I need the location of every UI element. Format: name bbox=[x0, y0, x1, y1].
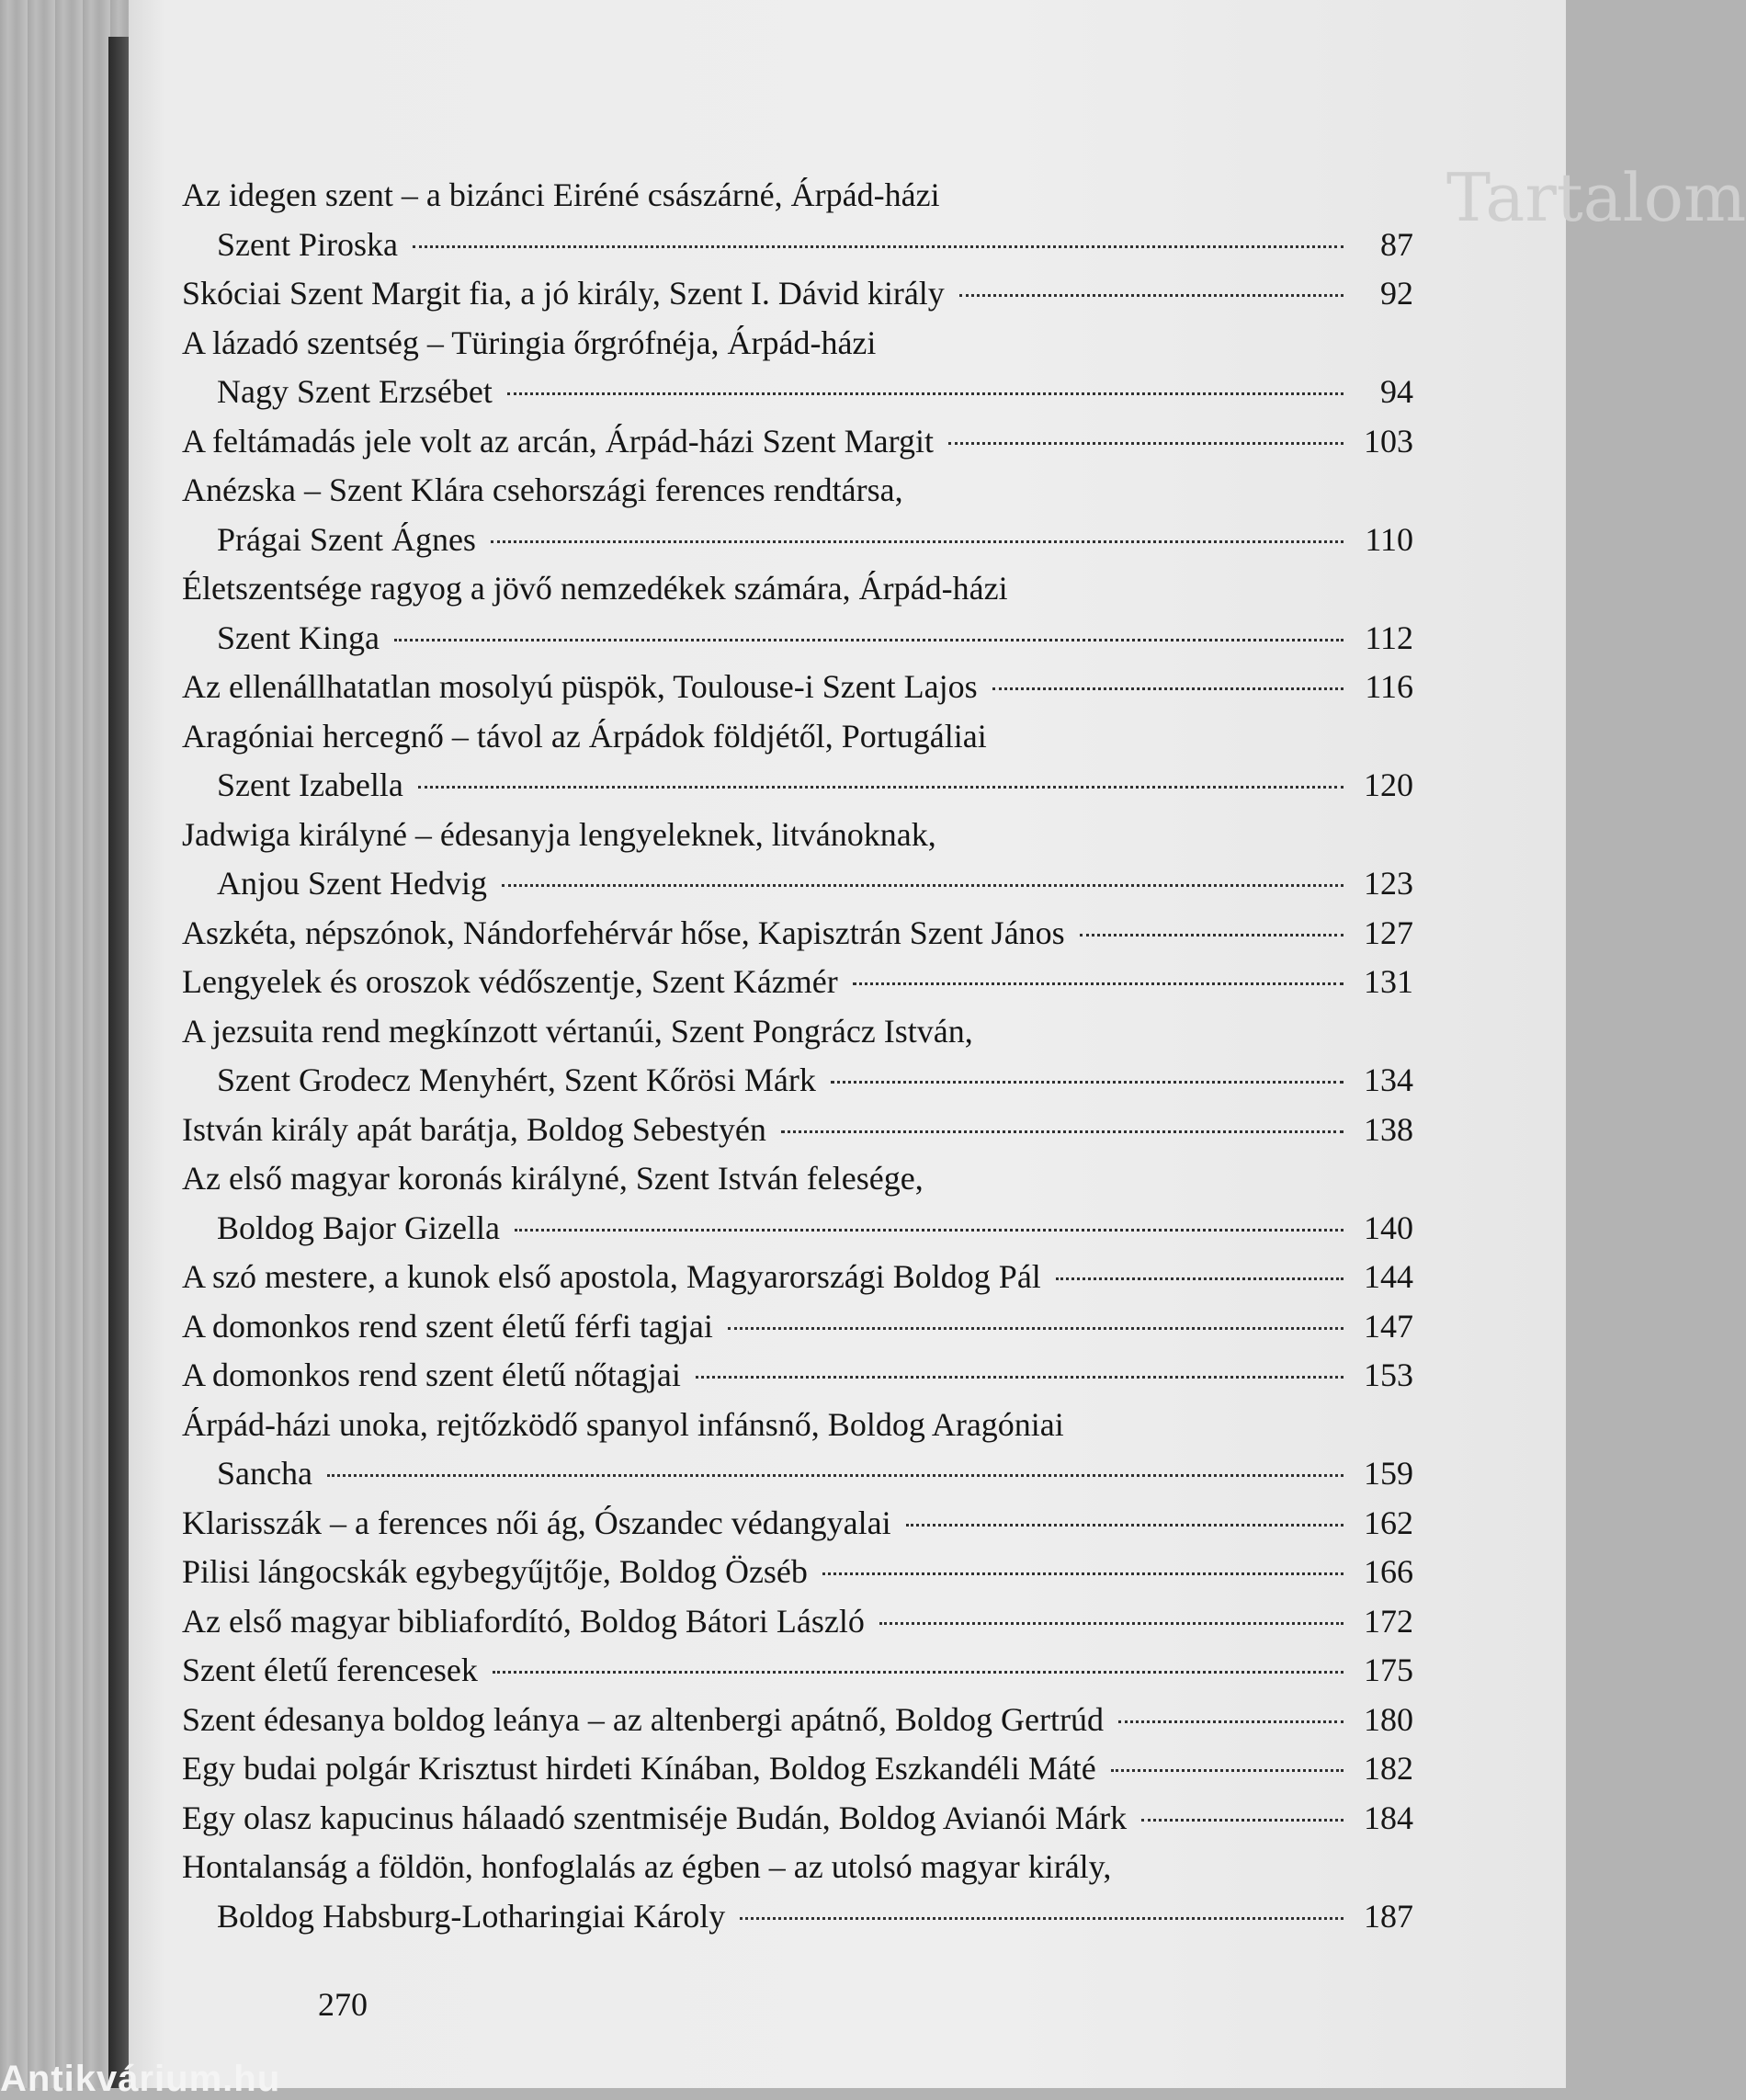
toc-entry bbox=[182, 319, 1413, 417]
dot-leader bbox=[728, 1327, 1344, 1330]
toc-entry-text: Skóciai Szent Margit fia, a jó király, Szent I. Dávid király bbox=[182, 275, 945, 312]
dot-leader bbox=[493, 1671, 1344, 1674]
toc-entry bbox=[182, 1744, 1413, 1794]
toc-entry-text: Aszkéta, népszónok, Nándorfehérvár hőse, Kapisztrán Szent János bbox=[182, 914, 1065, 951]
toc-entry-text: Boldog Habsburg-Lotharingiai Károly bbox=[217, 1897, 726, 1935]
toc-page-number: 127 bbox=[1364, 914, 1413, 951]
toc-page-number: 184 bbox=[1364, 1799, 1413, 1836]
toc-page-number: 131 bbox=[1364, 963, 1413, 1000]
dot-leader bbox=[1080, 934, 1344, 936]
toc-entry bbox=[182, 909, 1413, 959]
dot-leader bbox=[906, 1524, 1344, 1527]
toc-entry-text: A domonkos rend szent életű nőtagjai bbox=[182, 1356, 681, 1393]
toc-entry bbox=[182, 811, 1413, 909]
toc-entry-title bbox=[182, 417, 1413, 467]
toc-page-number: 166 bbox=[1364, 1553, 1413, 1590]
toc-entry bbox=[182, 1597, 1413, 1647]
toc-entry-text: Az első magyar koronás királyné, Szent István felesége, bbox=[182, 1160, 924, 1197]
toc-entry bbox=[182, 1548, 1413, 1597]
toc-entry-title-continued bbox=[182, 859, 1413, 909]
toc-page-number: 116 bbox=[1365, 668, 1413, 705]
toc-entry bbox=[182, 269, 1413, 319]
toc-entry-text: Pilisi lángocskák egybegyűjtője, Boldog Özséb bbox=[182, 1553, 808, 1590]
watermark: Antikvárium.hu bbox=[0, 2059, 281, 2099]
toc-page-number: 172 bbox=[1364, 1602, 1413, 1640]
toc-entry-text: István király apát barátja, Boldog Sebestyén bbox=[182, 1110, 766, 1148]
toc-entry-title bbox=[182, 466, 1413, 516]
toc-page-number: 120 bbox=[1364, 766, 1413, 803]
toc-entry-title bbox=[182, 1696, 1413, 1745]
toc-entry-text: Nagy Szent Erzsébet bbox=[217, 373, 493, 410]
dot-leader bbox=[781, 1130, 1344, 1133]
dot-leader bbox=[831, 1081, 1344, 1084]
dot-leader bbox=[853, 982, 1344, 985]
toc-entry-text: A lázadó szentség – Türingia őrgrófnéja, Árpád-házi bbox=[182, 324, 877, 361]
toc-entry-text: Az idegen szent – a bizánci Eiréné császárné, Árpád-házi bbox=[182, 176, 940, 213]
dot-leader bbox=[507, 392, 1344, 395]
toc-entry-text: Szent életű ferencesek bbox=[182, 1652, 478, 1688]
toc-entry bbox=[182, 417, 1413, 467]
toc-entry-title bbox=[182, 1794, 1413, 1844]
toc-entry-text: Árpád-házi unoka, rejtőzködő spanyol infánsnő, Boldog Aragóniai bbox=[182, 1405, 1064, 1443]
toc-entry bbox=[182, 1253, 1413, 1302]
toc-page-number: 103 bbox=[1364, 422, 1413, 460]
toc-entry-text: Jadwiga királyné – édesanyja lengyeleknek, litvánoknak, bbox=[182, 815, 936, 853]
toc-entry-text: Az ellenállhatatlan mosolyú püspök, Toulouse-i Szent Lajos bbox=[182, 668, 978, 705]
toc-entry bbox=[182, 663, 1413, 712]
toc-page-number: 144 bbox=[1364, 1258, 1413, 1295]
dot-leader bbox=[502, 884, 1344, 887]
toc-page-number: 140 bbox=[1364, 1209, 1413, 1246]
dot-leader bbox=[418, 786, 1344, 789]
toc-entry bbox=[182, 564, 1413, 663]
toc-entry bbox=[182, 171, 1413, 269]
toc-entry-title bbox=[182, 269, 1413, 319]
toc-entry-title bbox=[182, 1351, 1413, 1401]
dot-leader bbox=[1141, 1819, 1344, 1822]
toc-entry-title bbox=[182, 1253, 1413, 1302]
toc-entry-text: A feltámadás jele volt az arcán, Árpád-házi Szent Margit bbox=[182, 422, 934, 460]
toc-entry-text: Az első magyar bibliafordító, Boldog Bátori László bbox=[182, 1602, 865, 1640]
toc-entry-text: Prágai Szent Ágnes bbox=[217, 520, 476, 558]
toc-entry bbox=[182, 1106, 1413, 1155]
toc-entry-title bbox=[182, 1154, 1413, 1204]
dot-leader bbox=[740, 1917, 1344, 1920]
toc-entry bbox=[182, 1843, 1413, 1941]
dot-leader bbox=[948, 442, 1344, 445]
toc-entry-text: Lengyelek és oroszok védőszentje, Szent Kázmér bbox=[182, 963, 838, 1000]
bleed-through-title: Tartalom bbox=[1446, 159, 1746, 236]
toc-page-number: 110 bbox=[1365, 520, 1413, 558]
toc-entry-title bbox=[182, 171, 1413, 221]
dot-leader bbox=[992, 687, 1344, 690]
toc-entry bbox=[182, 712, 1413, 811]
toc-entry-title bbox=[182, 663, 1413, 712]
dot-leader bbox=[327, 1474, 1344, 1477]
dot-leader bbox=[696, 1376, 1344, 1379]
toc-entry-text: Hontalanság a földön, honfoglalás az égben – az utolsó magyar király, bbox=[182, 1848, 1112, 1885]
toc-entry-title bbox=[182, 1106, 1413, 1155]
dot-leader bbox=[1118, 1720, 1344, 1723]
toc-page-number: 123 bbox=[1364, 865, 1413, 902]
bleed-through-text bbox=[1446, 147, 1746, 1939]
toc-entry-title bbox=[182, 1007, 1413, 1057]
dot-leader bbox=[1056, 1277, 1344, 1280]
toc-entry-text: Életszentsége ragyog a jövő nemzedékek számára, Árpád-házi bbox=[182, 570, 1008, 607]
toc-page-number: 112 bbox=[1365, 619, 1413, 656]
toc-entry bbox=[182, 1646, 1413, 1696]
toc-entry-text: Szent édesanya boldog leánya – az altenbergi apátnő, Boldog Gertrúd bbox=[182, 1700, 1105, 1738]
toc-entry-title-continued bbox=[182, 368, 1413, 417]
toc-entry-title bbox=[182, 1597, 1413, 1647]
toc-entry-title bbox=[182, 1548, 1413, 1597]
toc-entry-title bbox=[182, 909, 1413, 959]
toc-entry-text: Aragóniai hercegnő – távol az Árpádok földjétől, Portugáliai bbox=[182, 717, 987, 755]
dot-leader bbox=[515, 1229, 1344, 1232]
toc-entry bbox=[182, 1499, 1413, 1549]
toc-entry-text: A szó mestere, a kunok első apostola, Magyarországi Boldog Pál bbox=[182, 1258, 1041, 1295]
toc-entry-text: Egy olasz kapucinus hálaadó szentmiséje Budán, Boldog Avianói Márk bbox=[182, 1799, 1128, 1836]
dot-leader bbox=[394, 639, 1344, 641]
toc-page-number: 87 bbox=[1380, 225, 1413, 263]
toc-entry-text: A domonkos rend szent életű férfi tagjai bbox=[182, 1307, 713, 1345]
toc-entry-text: Szent Izabella bbox=[217, 766, 403, 803]
toc-entry bbox=[182, 1302, 1413, 1352]
toc-entry-title bbox=[182, 564, 1413, 614]
toc-entry-text: Szent Grodecz Menyhért, Szent Kőrösi Márk bbox=[217, 1061, 816, 1098]
toc-page-number: 187 bbox=[1364, 1897, 1413, 1935]
toc-entry-title-continued bbox=[182, 516, 1413, 565]
toc-entry-title bbox=[182, 958, 1413, 1007]
toc-entry bbox=[182, 1154, 1413, 1253]
toc-page-number: 153 bbox=[1364, 1356, 1413, 1393]
toc-entry-title bbox=[182, 712, 1413, 762]
toc-entry-title bbox=[182, 1744, 1413, 1794]
toc-page-number: 182 bbox=[1364, 1750, 1413, 1787]
toc-entry bbox=[182, 1007, 1413, 1106]
toc-page-number: 134 bbox=[1364, 1061, 1413, 1098]
toc-page-number: 138 bbox=[1364, 1110, 1413, 1148]
dot-leader bbox=[959, 294, 1344, 297]
toc-entry-text: Boldog Bajor Gizella bbox=[217, 1209, 500, 1246]
dot-leader bbox=[879, 1622, 1344, 1625]
toc-entry-text: Anjou Szent Hedvig bbox=[217, 865, 487, 902]
toc-entry-title-continued bbox=[182, 1056, 1413, 1106]
toc-entry-title-continued bbox=[182, 614, 1413, 664]
toc-entry-title bbox=[182, 1499, 1413, 1549]
dot-leader bbox=[1111, 1769, 1344, 1772]
toc-entry bbox=[182, 466, 1413, 564]
toc-page-number: 92 bbox=[1380, 275, 1413, 312]
toc-entry-text: A jezsuita rend megkínzott vértanúi, Szent Pongrácz István, bbox=[182, 1012, 973, 1050]
toc-entry-title bbox=[182, 1302, 1413, 1352]
toc-entry-title bbox=[182, 1646, 1413, 1696]
toc-page-number: 94 bbox=[1380, 373, 1413, 410]
toc-entry-text: Klarisszák – a ferences női ág, Ószandec védangyalai bbox=[182, 1504, 891, 1541]
toc-entry-title bbox=[182, 1401, 1413, 1450]
toc-entry-title bbox=[182, 811, 1413, 860]
toc-page-number: 180 bbox=[1364, 1700, 1413, 1738]
page-number: 270 bbox=[318, 1986, 368, 2023]
toc-entry-title-continued bbox=[182, 1449, 1413, 1499]
toc-entry bbox=[182, 958, 1413, 1007]
toc-page-number: 147 bbox=[1364, 1307, 1413, 1345]
toc-entry-text: Sancha bbox=[217, 1455, 312, 1492]
dot-leader bbox=[413, 245, 1344, 248]
toc-entry-title-continued bbox=[182, 221, 1413, 270]
toc-entry-title-continued bbox=[182, 761, 1413, 811]
toc-entry-title bbox=[182, 1843, 1413, 1892]
toc-entry bbox=[182, 1401, 1413, 1499]
dot-leader bbox=[491, 540, 1344, 543]
toc-page-number: 159 bbox=[1364, 1455, 1413, 1492]
toc-entry-title-continued bbox=[182, 1892, 1413, 1942]
toc-entry-text: Szent Kinga bbox=[217, 619, 380, 656]
toc-entry bbox=[182, 1794, 1413, 1844]
toc-entry-text: Szent Piroska bbox=[217, 225, 398, 263]
toc-page-number: 175 bbox=[1364, 1652, 1413, 1688]
toc-entry bbox=[182, 1351, 1413, 1401]
toc-entry-title bbox=[182, 319, 1413, 369]
toc-page-number: 162 bbox=[1364, 1504, 1413, 1541]
dot-leader bbox=[822, 1572, 1344, 1575]
toc-entry bbox=[182, 1696, 1413, 1745]
table-of-contents bbox=[182, 171, 1413, 1941]
toc-entry-text: Egy budai polgár Krisztust hirdeti Kínában, Boldog Eszkandéli Máté bbox=[182, 1750, 1096, 1787]
toc-entry-title-continued bbox=[182, 1204, 1413, 1254]
toc-entry-text: Anézska – Szent Klára csehországi ferences rendtársa, bbox=[182, 471, 903, 508]
